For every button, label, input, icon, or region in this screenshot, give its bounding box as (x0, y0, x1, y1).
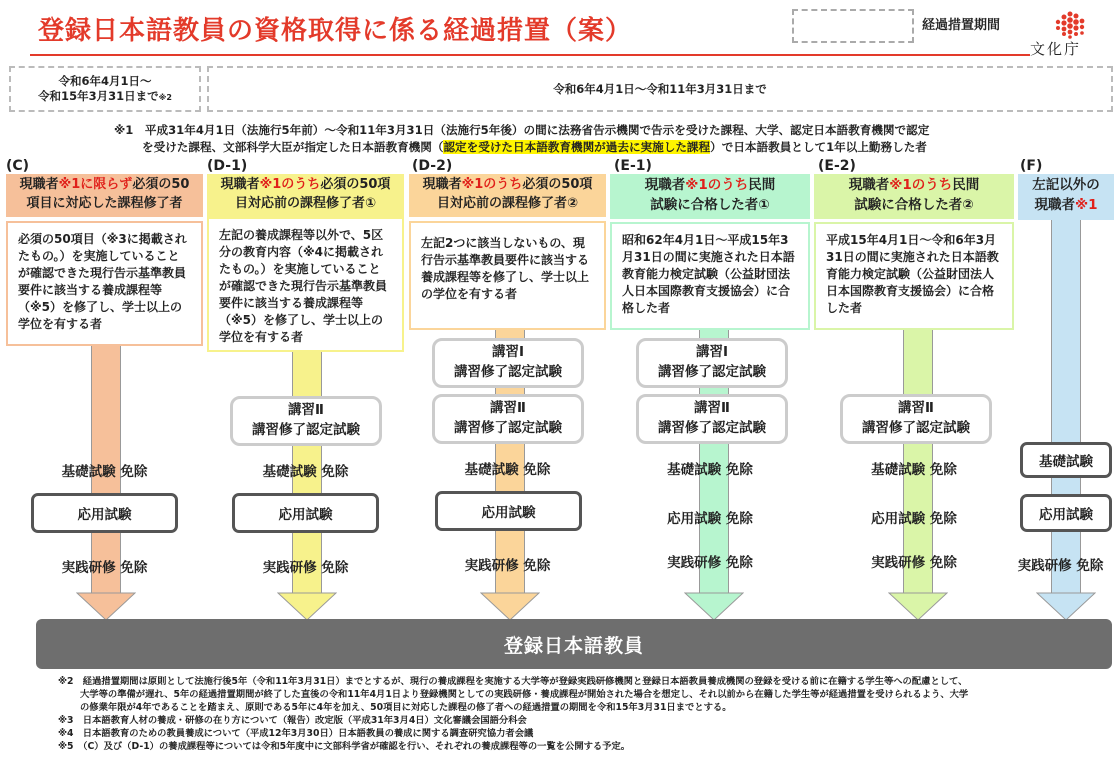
column-c-head-note: ※1 (58, 177, 81, 192)
column-c-id: (C) (6, 158, 30, 174)
column-e1-head-a: 現職者 (644, 177, 686, 193)
column-d1-head-em: のうち (281, 177, 321, 192)
column-d1-head-note: ※1 (259, 177, 282, 192)
column-e1-head-note: ※1 (685, 177, 708, 193)
column-d2-head-note: ※1 (461, 177, 484, 192)
note1-line2-b: ）で日本語教員として1年以上勤務した者 (710, 140, 927, 154)
column-d1-arrowhead (277, 592, 337, 622)
column-e2-description: 平成15年4月1日～令和6年3月31日の間に実施された日本語教育能力検定試験（公益財団法人日本国際教育支援協会）に合格した者 (814, 222, 1014, 330)
period-extended-line2: 令和15年3月31日まで (38, 89, 159, 103)
column-e1-step-applied: 応用試験 免除 (667, 511, 753, 527)
period-extended (9, 66, 201, 112)
column-d2-head-a: 現職者 (422, 177, 462, 192)
column-d2-course2-name: 講習Ⅱ (490, 400, 526, 417)
column-f-arrowhead (1036, 592, 1096, 622)
column-f-applied-exam: 応用試験 (1020, 494, 1112, 532)
column-f-id: (F) (1020, 158, 1043, 174)
column-e1-step-practice: 実践研修 免除 (667, 555, 753, 571)
column-d2-course1 (432, 338, 584, 388)
column-c-description: 必須の50項目（※3に掲載されたもの。）を実施していることが確認できた現行告示基準教員要件に該当する養成課程等（※5）を修了し、学士以上の学位を有する者 (6, 221, 203, 346)
column-e1-head-em: のうち (707, 177, 749, 193)
column-e2-course2-exam: 講習修了認定試験 (862, 420, 970, 436)
column-e1-course1-exam: 講習修了認定試験 (658, 364, 766, 380)
column-e1-head-b: 民間 (748, 177, 776, 193)
column-e2-step-practice: 実践研修 免除 (871, 555, 957, 571)
period-standard (207, 66, 1113, 112)
footnote-2-line3: の修業年限が4年であることを踏まえ、原則である5年に4年を加え、50項目に対応した課程の修了者への経過措置の期間を令和15年3月31日までとする。 (80, 702, 732, 713)
legend-swatch (792, 9, 914, 43)
column-c-head-a: 現職者 (19, 177, 59, 192)
column-f-step-practice: 実践研修 免除 (1017, 558, 1104, 574)
column-e2-course2 (840, 394, 992, 444)
column-d1-step-basic: 基礎試験 免除 (262, 464, 349, 480)
note1-line2-a: を受けた課程、文部科学大臣が指定した日本語教育機関（ (142, 140, 444, 154)
footnote-2-line2: 大学等の準備が遅れ、5年の経過措置期間が終了した直後の令和11年4月1日より登録機関としての実践研修・養成課程が開始された場合を想定し、それ以前から在籍した学生等が経過措置を受けられるよう、大学 (80, 689, 969, 700)
column-e2-head-c: 試験に合格した者② (854, 196, 974, 213)
column-e1-course2-exam: 講習修了認定試験 (658, 420, 766, 436)
column-c-step-practice: 実践研修 免除 (61, 560, 148, 576)
column-f-header (1018, 174, 1114, 220)
column-e2-head-b: 民間 (952, 177, 980, 193)
column-e1-course2-name: 講習Ⅱ (694, 400, 730, 417)
period-standard-label: 令和6年4月1日～令和11年3月31日まで (553, 81, 767, 96)
column-d2-arrowhead (480, 592, 540, 622)
page-title: 登録日本語教員の資格取得に係る経過措置（案） (38, 16, 633, 46)
column-d2-course2 (432, 394, 584, 444)
column-e1-header (610, 174, 810, 219)
column-f-head-b: 現職者 (1034, 196, 1075, 213)
column-d2-head-c: 目対応前の課程修了者② (436, 195, 578, 211)
column-d2-head-b: 必須の50項 (522, 177, 593, 192)
column-d1-header (207, 174, 404, 217)
column-e1-course1-name: 講習Ⅰ (695, 344, 729, 361)
column-e1-id: (E-1) (614, 158, 652, 174)
column-c-header (6, 174, 203, 217)
column-e1-description: 昭和62年4月1日～平成15年3月31日の間に実施された日本語教育能力検定試験（公益財団法人日本国際教育支援協会）に合格した者 (610, 222, 810, 330)
legend-label: 経過措置期間 (922, 18, 1001, 33)
column-d1-applied-exam: 応用試験 (232, 493, 379, 533)
column-e2-head-a: 現職者 (848, 177, 890, 193)
title-underline (30, 54, 1030, 56)
column-d2-applied-exam: 応用試験 (435, 491, 582, 531)
final-result-label: 登録日本語教員 (503, 634, 644, 657)
column-d2-course2-exam: 講習修了認定試験 (454, 420, 562, 436)
column-e2-head-note: ※1 (889, 177, 912, 193)
footnote-5: ※5 （C）及び（D-1）の養成課程等については令和5年度中に文部科学省が確認を行い、それぞれの養成課程等の一覧を公開する予定。 (58, 741, 631, 752)
note1-line2 (142, 139, 927, 155)
final-result-bar (36, 619, 1112, 669)
column-e1-course2 (636, 394, 788, 444)
column-e2-course2-name: 講習Ⅱ (898, 400, 934, 417)
column-f-basic-exam: 基礎試験 (1020, 442, 1112, 478)
column-e1-arrowhead (684, 592, 744, 622)
column-e2-step-basic: 基礎試験 免除 (871, 462, 957, 478)
footnote-3: ※3 日本語教育人材の養成・研修の在り方について（報告）改定版（平成31年3月4日）文化審議会国語分科会 (58, 715, 527, 726)
column-f-head-a: 左記以外の (1032, 177, 1100, 193)
column-c-arrowhead (76, 592, 136, 622)
column-d1-course2 (230, 396, 382, 446)
column-e2-step-applied: 応用試験 免除 (871, 511, 957, 527)
column-d1-course2-exam: 講習修了認定試験 (252, 422, 360, 438)
column-d2-course1-name: 講習Ⅰ (491, 344, 525, 361)
column-d1-head-c: 目対応前の課程修了者① (234, 195, 376, 211)
period-extended-note: ※2 (158, 93, 172, 102)
column-d2-header (409, 174, 606, 217)
column-d2-step-practice: 実践研修 免除 (464, 558, 551, 574)
column-f-head-note: ※1 (1074, 196, 1098, 213)
column-c-head-b: 必須の50 (132, 177, 190, 192)
footnote-2-line1: ※2 経過措置期間は原則として法施行後5年（令和11年3月31日）までとするが、現行の養成課程を実施する大学等が登録実践研修機関と登録日本語教員養成機関の登録を受ける前に在籍する学生等への配慮として、 (58, 676, 968, 687)
column-d1-head-a: 現職者 (220, 177, 260, 192)
column-f-arrow (1051, 220, 1081, 593)
column-e2-header (814, 174, 1014, 219)
footnote-4: ※4 日本語教育のための教員養成について（平成12年3月30日）日本語教員の養成に関する調査研究協力者会議 (58, 728, 534, 739)
logo-text: 文化庁 (1030, 40, 1082, 58)
period-extended-line1: 令和6年4月1日～ (58, 74, 152, 89)
column-c-step-basic: 基礎試験 免除 (61, 464, 148, 480)
column-d2-course1-exam: 講習修了認定試験 (454, 364, 562, 380)
column-e1-course1 (636, 338, 788, 388)
column-e1-head-c: 試験に合格した者① (650, 196, 770, 213)
column-e2-id: (E-2) (818, 158, 856, 174)
column-d2-head-em: のうち (483, 177, 523, 192)
column-d2-id: (D-2) (412, 158, 453, 174)
column-d1-step-practice: 実践研修 免除 (262, 560, 349, 576)
column-d1-head-b: 必須の50項 (320, 177, 391, 192)
column-c-head-c: 項目に対応した課程修了者 (26, 195, 183, 211)
column-e1-step-basic: 基礎試験 免除 (667, 462, 753, 478)
column-c-applied-exam: 応用試験 (31, 493, 178, 533)
column-c-head-em: に限らず (80, 177, 133, 192)
column-d1-course2-name: 講習Ⅱ (288, 402, 324, 419)
column-d2-description: 左記2つに該当しないもの、現行告示基準教員要件に該当する養成課程等を修了し、学士以上の学位を有する者 (409, 221, 606, 330)
column-e2-arrowhead (888, 592, 948, 622)
column-d1-description: 左記の養成課程等以外で、5区分の教育内容（※4に掲載されたもの。）を実施していることが確認できた現行告示基準教員要件に該当する養成課程等（※5）を修了し、学士以上の学位を有する者 (207, 217, 404, 352)
column-e2-head-em: のうち (911, 177, 953, 193)
column-d2-step-basic: 基礎試験 免除 (464, 462, 551, 478)
note1-highlight: 認定を受けた日本語教育機関が過去に実施した課程 (443, 140, 711, 154)
column-d1-id: (D-1) (207, 158, 248, 174)
note1-line1: ※1 平成31年4月1日（法施行5年前）～令和11年3月31日（法施行5年後）の間に法務省告示機関で告示を受けた課程、大学、認定日本語教育機関で認定 (114, 123, 930, 137)
